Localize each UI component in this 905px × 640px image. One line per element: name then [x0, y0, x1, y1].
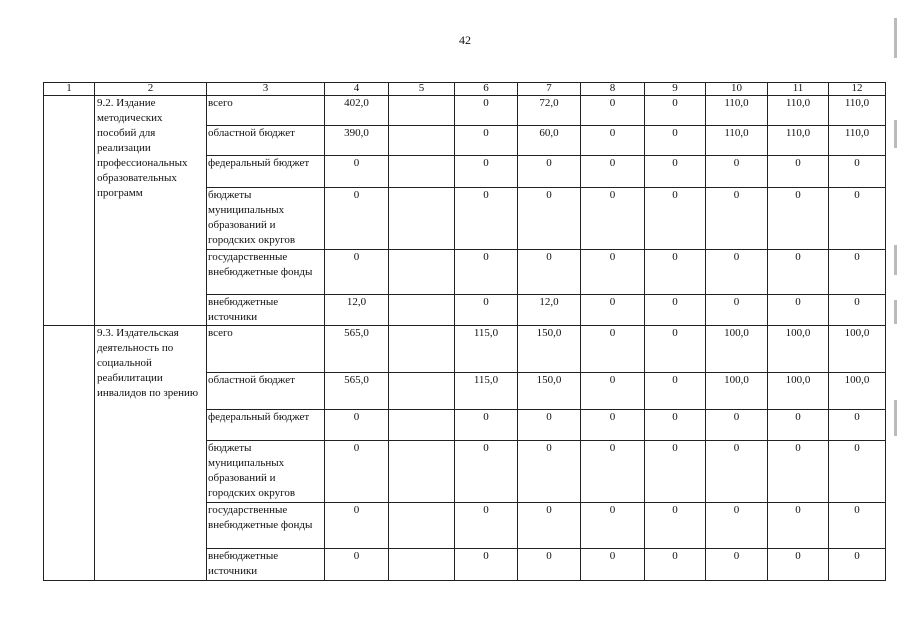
value-cell-col-7: 0 — [518, 503, 581, 549]
value-cell-col-5 — [389, 96, 455, 126]
value-cell-col-12: 100,0 — [829, 326, 886, 373]
value-cell-col-7: 60,0 — [518, 126, 581, 156]
value-cell-col-5 — [389, 549, 455, 581]
value-cell-col-12: 0 — [829, 410, 886, 441]
column-number-1: 1 — [44, 83, 95, 96]
value-cell-col-4: 0 — [325, 503, 389, 549]
value-cell-col-10: 100,0 — [706, 326, 768, 373]
value-cell-col-12: 0 — [829, 250, 886, 295]
table-body — [44, 96, 886, 581]
funding-source: государственные внебюджетные фонды — [207, 503, 325, 549]
value-cell-col-11: 100,0 — [768, 373, 829, 410]
funding-source: областной бюджет — [207, 373, 325, 410]
value-cell-col-5 — [389, 326, 455, 373]
value-cell-col-8: 0 — [581, 326, 645, 373]
value-cell-col-10: 110,0 — [706, 96, 768, 126]
value-cell-col-4: 565,0 — [325, 373, 389, 410]
value-cell-col-7: 150,0 — [518, 326, 581, 373]
value-cell-col-9: 0 — [645, 156, 706, 188]
value-cell-col-12: 0 — [829, 156, 886, 188]
column-number-7: 7 — [518, 83, 581, 96]
value-cell-col-6: 0 — [455, 410, 518, 441]
value-cell-col-11: 0 — [768, 441, 829, 503]
value-cell-col-11: 0 — [768, 188, 829, 250]
value-cell-col-11: 0 — [768, 250, 829, 295]
value-cell-col-6: 115,0 — [455, 326, 518, 373]
value-cell-col-8: 0 — [581, 503, 645, 549]
page-number: 42 — [459, 33, 471, 47]
value-cell-col-8: 0 — [581, 126, 645, 156]
value-cell-col-11: 0 — [768, 295, 829, 326]
value-cell-col-5 — [389, 441, 455, 503]
value-cell-col-5 — [389, 503, 455, 549]
value-cell-col-9: 0 — [645, 188, 706, 250]
budget-table — [43, 82, 886, 581]
activity-description: 9.2. Издание методических пособий для реализации профессиональных образовательных программ — [95, 96, 207, 326]
funding-source: государственные внебюджетные фонды — [207, 250, 325, 295]
value-cell-col-10: 0 — [706, 250, 768, 295]
value-cell-col-11: 110,0 — [768, 126, 829, 156]
group-number-cell — [44, 96, 95, 326]
column-number-6: 6 — [455, 83, 518, 96]
value-cell-col-10: 0 — [706, 156, 768, 188]
value-cell-col-8: 0 — [581, 250, 645, 295]
column-number-4: 4 — [325, 83, 389, 96]
value-cell-col-12: 0 — [829, 188, 886, 250]
value-cell-col-11: 0 — [768, 549, 829, 581]
table-row — [44, 96, 886, 126]
value-cell-col-7: 0 — [518, 549, 581, 581]
value-cell-col-9: 0 — [645, 549, 706, 581]
table-row — [44, 326, 886, 373]
column-number-row — [44, 83, 886, 96]
column-number-8: 8 — [581, 83, 645, 96]
value-cell-col-8: 0 — [581, 373, 645, 410]
value-cell-col-9: 0 — [645, 441, 706, 503]
value-cell-col-9: 0 — [645, 410, 706, 441]
value-cell-col-10: 0 — [706, 441, 768, 503]
column-number-10: 10 — [706, 83, 768, 96]
value-cell-col-12: 0 — [829, 503, 886, 549]
value-cell-col-9: 0 — [645, 295, 706, 326]
value-cell-col-6: 0 — [455, 503, 518, 549]
value-cell-col-6: 115,0 — [455, 373, 518, 410]
value-cell-col-9: 0 — [645, 250, 706, 295]
value-cell-col-12: 0 — [829, 441, 886, 503]
column-number-9: 9 — [645, 83, 706, 96]
value-cell-col-5 — [389, 295, 455, 326]
value-cell-col-4: 0 — [325, 410, 389, 441]
value-cell-col-4: 12,0 — [325, 295, 389, 326]
value-cell-col-7: 12,0 — [518, 295, 581, 326]
column-number-5: 5 — [389, 83, 455, 96]
column-number-11: 11 — [768, 83, 829, 96]
value-cell-col-5 — [389, 373, 455, 410]
value-cell-col-7: 0 — [518, 188, 581, 250]
value-cell-col-12: 0 — [829, 295, 886, 326]
funding-source: федеральный бюджет — [207, 410, 325, 441]
value-cell-col-6: 0 — [455, 96, 518, 126]
value-cell-col-11: 110,0 — [768, 96, 829, 126]
value-cell-col-4: 0 — [325, 549, 389, 581]
value-cell-col-11: 0 — [768, 410, 829, 441]
funding-source: областной бюджет — [207, 126, 325, 156]
value-cell-col-10: 100,0 — [706, 373, 768, 410]
value-cell-col-12: 100,0 — [829, 373, 886, 410]
value-cell-col-10: 0 — [706, 295, 768, 326]
value-cell-col-11: 100,0 — [768, 326, 829, 373]
value-cell-col-9: 0 — [645, 326, 706, 373]
value-cell-col-10: 110,0 — [706, 126, 768, 156]
value-cell-col-8: 0 — [581, 96, 645, 126]
value-cell-col-8: 0 — [581, 156, 645, 188]
value-cell-col-10: 0 — [706, 549, 768, 581]
value-cell-col-12: 110,0 — [829, 96, 886, 126]
scan-edge-marks — [883, 0, 897, 640]
value-cell-col-8: 0 — [581, 549, 645, 581]
funding-source: внебюджетные источники — [207, 549, 325, 581]
value-cell-col-5 — [389, 410, 455, 441]
column-number-3: 3 — [207, 83, 325, 96]
value-cell-col-5 — [389, 156, 455, 188]
value-cell-col-9: 0 — [645, 126, 706, 156]
funding-source: всего — [207, 326, 325, 373]
value-cell-col-9: 0 — [645, 503, 706, 549]
value-cell-col-5 — [389, 126, 455, 156]
value-cell-col-4: 0 — [325, 441, 389, 503]
value-cell-col-4: 0 — [325, 188, 389, 250]
value-cell-col-7: 0 — [518, 441, 581, 503]
group-number-cell — [44, 326, 95, 581]
funding-source: внебюджетные источники — [207, 295, 325, 326]
value-cell-col-9: 0 — [645, 373, 706, 410]
value-cell-col-6: 0 — [455, 156, 518, 188]
value-cell-col-7: 0 — [518, 156, 581, 188]
value-cell-col-7: 0 — [518, 410, 581, 441]
value-cell-col-12: 0 — [829, 549, 886, 581]
value-cell-col-8: 0 — [581, 410, 645, 441]
value-cell-col-11: 0 — [768, 156, 829, 188]
value-cell-col-12: 110,0 — [829, 126, 886, 156]
value-cell-col-8: 0 — [581, 188, 645, 250]
value-cell-col-4: 390,0 — [325, 126, 389, 156]
value-cell-col-4: 0 — [325, 156, 389, 188]
funding-source: федеральный бюджет — [207, 156, 325, 188]
value-cell-col-10: 0 — [706, 503, 768, 549]
value-cell-col-7: 150,0 — [518, 373, 581, 410]
funding-source: бюджеты муниципальных образований и городских округов — [207, 441, 325, 503]
funding-source: всего — [207, 96, 325, 126]
value-cell-col-7: 0 — [518, 250, 581, 295]
value-cell-col-6: 0 — [455, 250, 518, 295]
value-cell-col-10: 0 — [706, 188, 768, 250]
value-cell-col-6: 0 — [455, 441, 518, 503]
column-number-12: 12 — [829, 83, 886, 96]
value-cell-col-5 — [389, 250, 455, 295]
funding-source: бюджеты муниципальных образований и городских округов — [207, 188, 325, 250]
column-number-2: 2 — [95, 83, 207, 96]
value-cell-col-11: 0 — [768, 503, 829, 549]
value-cell-col-7: 72,0 — [518, 96, 581, 126]
value-cell-col-6: 0 — [455, 295, 518, 326]
value-cell-col-4: 565,0 — [325, 326, 389, 373]
value-cell-col-9: 0 — [645, 96, 706, 126]
activity-description: 9.3. Издательская деятельность по социальной реабилитации инвалидов по зрению — [95, 326, 207, 581]
value-cell-col-4: 0 — [325, 250, 389, 295]
value-cell-col-4: 402,0 — [325, 96, 389, 126]
value-cell-col-6: 0 — [455, 188, 518, 250]
value-cell-col-8: 0 — [581, 441, 645, 503]
value-cell-col-5 — [389, 188, 455, 250]
value-cell-col-10: 0 — [706, 410, 768, 441]
value-cell-col-8: 0 — [581, 295, 645, 326]
value-cell-col-6: 0 — [455, 549, 518, 581]
value-cell-col-6: 0 — [455, 126, 518, 156]
